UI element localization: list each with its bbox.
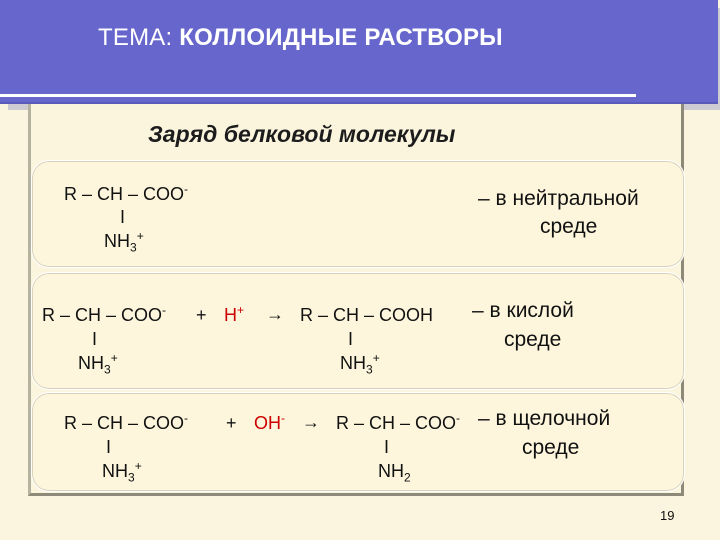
- alkaline-reactant: R – CH – COO-: [64, 411, 189, 433]
- page-number: 19: [660, 508, 675, 523]
- alkaline-product-bar: I: [384, 437, 390, 457]
- alkaline-reactant-bar: I: [106, 437, 112, 457]
- neutral-formula-bar: I: [120, 207, 126, 227]
- alkaline-medium-label2: среде: [522, 436, 580, 459]
- acidic-product-bar: I: [348, 329, 354, 349]
- acidic-medium-label2: среде: [504, 328, 562, 351]
- slide-subtitle: Заряд белковой молекулы: [148, 121, 456, 147]
- title-prefix: ТЕМА:: [98, 24, 173, 51]
- alkaline-medium-label: – в щелочной: [478, 407, 611, 430]
- acidic-reactant-amine: $NH_3^+$: [78, 351, 118, 377]
- alkaline-product-amine: $NH_2$: [378, 461, 411, 485]
- neutral-medium-label2: среде: [540, 215, 598, 238]
- title-bar: [0, 0, 718, 104]
- alkaline-plus: +: [226, 413, 237, 433]
- acidic-medium-label: – в кислой: [472, 299, 574, 322]
- slide-title: [98, 24, 503, 52]
- neutral-formula-line1: R – CH – COO-: [64, 182, 189, 204]
- acidic-product-amine: $NH_3^+$: [340, 351, 380, 377]
- acidic-reagent: H+: [224, 303, 245, 325]
- neutral-medium-label: – в нейтральной: [478, 187, 639, 210]
- title-underline: [0, 94, 636, 97]
- acidic-plus: +: [196, 305, 207, 325]
- acidic-reactant: R – CH – COO-: [42, 303, 167, 325]
- neutral-formula-line3: $NH_3^+$: [104, 229, 144, 255]
- title-main: КОЛЛОИДНЫЕ РАСТВОРЫ: [179, 24, 503, 51]
- acidic-product: R – CH – COOH: [300, 305, 434, 325]
- acidic-reactant-bar: I: [92, 329, 98, 349]
- alkaline-reagent: OH-: [254, 411, 285, 433]
- alkaline-arrow: →: [302, 412, 320, 432]
- alkaline-reactant-amine: $NH_3^+$: [102, 459, 142, 485]
- alkaline-product: R – CH – COO-: [336, 411, 461, 433]
- acidic-arrow: →: [266, 304, 284, 324]
